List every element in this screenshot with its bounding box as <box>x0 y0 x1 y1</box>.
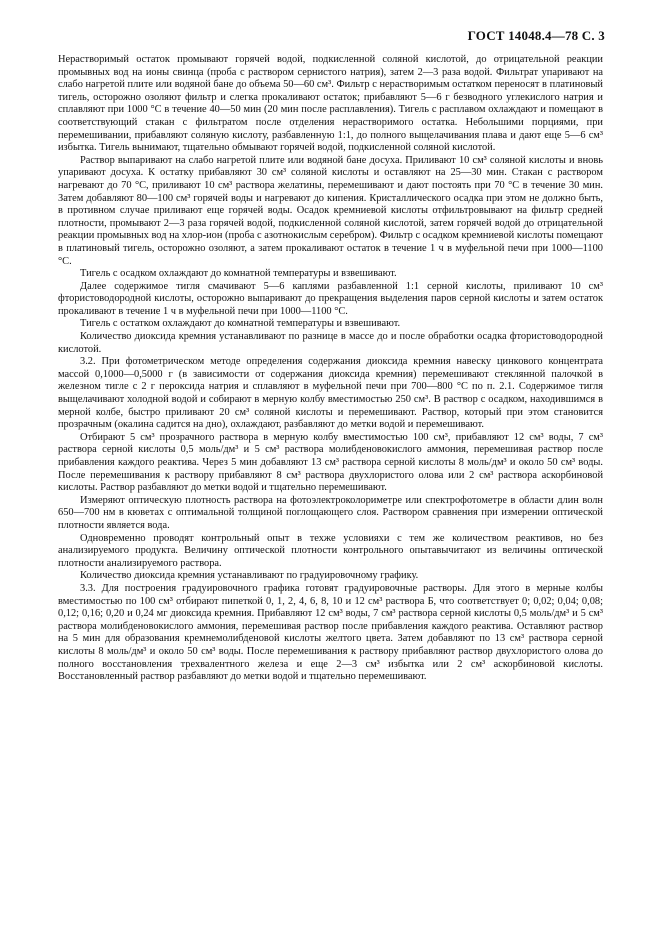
document-body <box>58 54 603 684</box>
paragraph: Тигель с остатком охлаждают до комнатной температуры и взвешивают. <box>80 318 401 330</box>
paragraph: Тигель с осадком охлаждают до комнатной температуры и взвешивают. <box>80 268 397 280</box>
paragraph: Одновременно проводят контрольный опыт в техже условияхи с тем же количеством реактивов, но без анализируемого продукта. Величину оптической плотности контрольного опытавычитают из величины оптической плотности анализируемого раствора. <box>58 532 603 569</box>
paragraph: 3.2. При фотометрическом методе определения содержания диоксида кремния навеску цинкового концентрата массой 0,1000—0,5000 г (в зависимости от содержания диоксида кремния) перемешивают стеклянной палочкой в железном тигле с 2 г пероксида натрия и сплавляют в муфельной печи при 700—800 °С по п. 2.1. Содержимое тигля выщелачивают холодной водой и собирают в мерную колбу вместимостью 250 см³. В раствор с осадком, находившимся в мерной колбе, быстро приливают 20 см³ соляной кислоты и перемешивают. Раствор, который при этом становится прозрачным (окалина садится на дно), охлаждают, разбавляют до метки водой и перемешивают. <box>58 356 603 431</box>
paragraph: Отбирают 5 см³ прозрачного раствора в мерную колбу вместимостью 100 см³, прибавляют 12 см³ воды, 7 см³ раствора серной кислоты 0,5 моль/дм³ и 5 см³ раствора молибденовокислого аммония, перемешивая раствор после прибавления каждого реактива. Через 5 мин добавляют 13 см³ раствора серной кислоты 8 моль/дм³ и около 50 см³ воды. После перемешивания к раствору прибавляют 8 см³ раствора двухлористого олова или 2 см³ раствора аскорбиновой кислоты. Раствор разбавляют до метки водой и тщательно перемешивают. <box>58 431 603 494</box>
paragraph: Количество диоксида кремния устанавливают по градуировочному графику. <box>80 570 419 582</box>
paragraph: Измеряют оптическую плотность раствора на фотоэлектроколориметре или спектрофотометре в области длин волн 650—700 нм в кюветах с оптимальной толщиной поглощающего слоя. Раствором сравнения при измерении оптической плотности является вода. <box>58 494 603 531</box>
paragraph: Количество диоксида кремния устанавливают по разнице в массе до и после обработки осадка фтористоводородной кислотой. <box>58 331 603 355</box>
paragraph: Далее содержимое тигля смачивают 5—6 каплями разбавленной 1:1 серной кислоты, приливают 10 см³ фтористоводородной кислоты, осторожно выпаривают до прекращения выделения паров серной кислоты и затем остаток прокаливают в течение 1 ч в муфельной печи при 1000—1100 °С. <box>58 280 603 317</box>
page-header: ГОСТ 14048.4—78 С. 3 <box>467 28 605 43</box>
paragraph: 3.3. Для построения градуировочного графика готовят градуировочные растворы. Для этого в мерные колбы вместимостью по 100 см³ отбирают пипеткой 0, 1, 2, 4, 6, 8, 10 и 12 см³ раствора Б, что соответствует 0; 0,02; 0,04; 0,08; 0,12; 0,16; 0,20 и 0,24 мг диоксида кремния. Прибавляют 12 см³ воды, 7 см³ раствора серной кислоты 0,5 моль/дм³ и 5 см³ раствора молибденовокислого аммония, перемешивая раствор после прибавления каждого реактива. Оставляют раствор на 5 мин для образования кремнемолибденовой кислоты желтого цвета. Затем добавляют по 13 см³ раствора серной кислоты 8 моль/дм³ и около 50 см³ воды. После перемешивания к раствору прибавляют раствор двухлористого олова до полного восстановления трехвалентного железа и еще 2—3 см³ избытка или 2 см³ аскорбиновой кислоты. Восстановленный раствор разбавляют до метки водой и тщательно перемешивают. <box>58 582 603 683</box>
paragraph: Раствор выпаривают на слабо нагретой плите или водяной бане досуха. Приливают 10 см³ соляной кислоты и вновь упаривают досуха. К остатку прибавляют 30 см³ соляной кислоты и оставляют на 25—30 мин. Стакан с раствором нагревают до 70 °С, приливают 10 см³ раствора желатины, перемешивают и дают постоять при 70 °С в течение 30 мин. Затем добавляют 80—100 см³ горячей воды и нагревают до кипения. Кристаллического осадка при этом не должно быть, в противном случае приливают еще горячей воды. Осадок кремниевой кислоты отфильтровывают на фильтр средней плотности, промывают 2—3 раза горячей водой, подкисленной соляной кислотой, затем горячей водой до отрицательной реакции промывных вод на хлор-ион (проба с азотнокислым серебром). Фильтр с осадком кремниевой кислоты помещают в платиновый тигель, осторожно озоляют, а затем прокаливают остаток в течение 1 ч в муфельной печи при 1000—1100 °С. <box>58 154 603 267</box>
paragraph: Нерастворимый остаток промывают горячей водой, подкисленной соляной кислотой, до отрицательной реакции промывных вод на ионы свинца (проба с раствором сернистого натрия), затем 2—3 раза водой. Фильтрат упаривают на слабо нагретой плите или водяной бане до объема 50—60 см³. Фильтр с нерастворимым остатком переносят в платиновый тигель, осторожно озоляют фильтр и слегка прокаливают остаток; прибавляют 5—6 г безводного углекислого натрия и сплавляют при 1000 °С в течение 40—50 мин (20 мин после расплавления). Тигель с расплавом охлаждают и помещают в соответствующий стакан с фильтратом после отделения нерастворимого остатка. Небольшими порциями, при перемешивании, прибавляют соляную кислоту, разбавленную 1:1, до полного выщелачивания плава и дают еще 5—6 см³ избытка. Тигель вынимают, тщательно обмывают горячей водой, подкисленной соляной кислотой. <box>58 54 603 154</box>
